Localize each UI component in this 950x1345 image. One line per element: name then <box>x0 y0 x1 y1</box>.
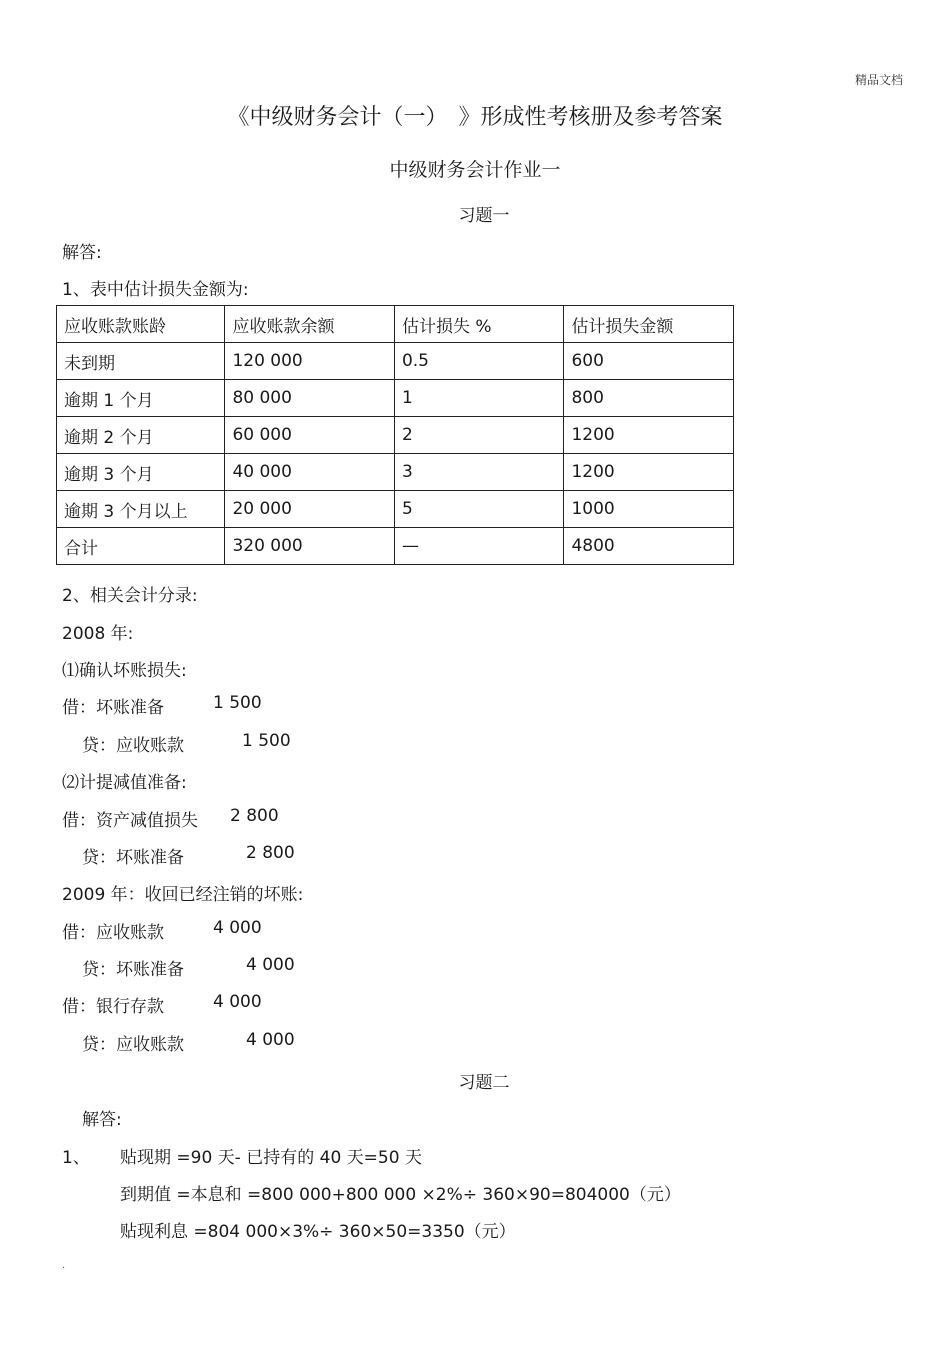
step2-label: ⑵计提减值准备: <box>62 773 187 793</box>
table-cell: 1200 <box>564 454 734 491</box>
entry2-credit-amount: 2 800 <box>246 843 295 863</box>
watermark-text: 精品文档 <box>854 73 903 87</box>
entry2-debit-amount: 2 800 <box>230 806 279 826</box>
ex2-line-maturity-value: 到期值 =本息和 =800 000+800 000 ×2%÷ 360×90=804000（元） <box>120 1185 681 1205</box>
entry3-debit: 借：应收账款 <box>62 923 164 943</box>
entry1-credit-amount: 1 500 <box>242 731 291 751</box>
table-cell: 0.5 <box>394 343 563 380</box>
table-cell: 2 <box>394 417 563 454</box>
ex2-line-discount-interest: 贴现利息 =804 000×3%÷ 360×50=3350（元） <box>120 1222 516 1242</box>
table-cell: 1200 <box>564 417 734 454</box>
entry4-debit: 借：银行存款 <box>62 997 164 1017</box>
entry4-debit-amount: 4 000 <box>213 992 262 1012</box>
table-cell: 80 000 <box>225 380 395 417</box>
table-cell: 未到期 <box>57 343 225 380</box>
table-cell: 逾期 2 个月 <box>57 417 225 454</box>
entry3-credit: 贷：坏账准备 <box>82 960 184 980</box>
table-row <box>57 380 734 417</box>
exercise2-answer-label: 解答: <box>82 1110 122 1130</box>
table-cell: 4800 <box>564 528 734 565</box>
exercise1-answer-label: 解答: <box>62 243 102 263</box>
entry4-credit: 贷：应收账款 <box>82 1035 184 1055</box>
entry3-credit-amount: 4 000 <box>246 955 295 975</box>
table-cell: 3 <box>394 454 563 491</box>
page-subtitle: 中级财务会计作业一 <box>389 159 561 181</box>
table-total-row <box>57 528 734 565</box>
table-cell: 800 <box>564 380 734 417</box>
table-cell: 60 000 <box>225 417 395 454</box>
ex2-q1-number: 1、 <box>62 1148 90 1168</box>
entry1-credit: 贷：应收账款 <box>82 736 184 756</box>
entry1-debit: 借：坏账准备 <box>62 698 164 718</box>
table-cell: 320 000 <box>225 528 395 565</box>
step1-label: ⑴确认坏账损失: <box>62 661 187 681</box>
page-title: 《中级财务会计（一） 》形成性考核册及参考答案 <box>227 105 723 130</box>
table-row <box>57 417 734 454</box>
entry2-credit: 贷：坏账准备 <box>82 848 184 868</box>
table-cell: 逾期 3 个月 <box>57 454 225 491</box>
q1-intro: 1、表中估计损失金额为: <box>62 280 249 300</box>
exercise1-heading: 习题一 <box>458 206 510 226</box>
table-row <box>57 491 734 528</box>
table-header-cell: 估计损失 % <box>394 306 563 343</box>
table-cell: — <box>394 528 563 565</box>
table-cell: 1000 <box>564 491 734 528</box>
table-row <box>57 343 734 380</box>
table-cell: 40 000 <box>225 454 395 491</box>
year-2009-label: 2009 年：收回已经注销的坏账: <box>62 885 304 905</box>
table-header-row <box>57 306 734 343</box>
entry3-debit-amount: 4 000 <box>213 918 262 938</box>
footer-dot: . <box>62 1260 66 1271</box>
entry4-credit-amount: 4 000 <box>246 1030 295 1050</box>
table-cell: 20 000 <box>225 491 395 528</box>
aging-table <box>56 305 734 565</box>
table-cell: 120 000 <box>225 343 395 380</box>
year-2008-label: 2008 年: <box>62 624 134 644</box>
table-row <box>57 454 734 491</box>
entry1-debit-amount: 1 500 <box>213 693 262 713</box>
ex2-line-discount-period: 贴现期 =90 天- 已持有的 40 天=50 天 <box>120 1148 422 1168</box>
table-cell: 5 <box>394 491 563 528</box>
q2-intro: 2、相关会计分录: <box>62 586 198 606</box>
table-cell: 1 <box>394 380 563 417</box>
table-cell: 逾期 1 个月 <box>57 380 225 417</box>
table-header-cell: 应收账款余额 <box>225 306 395 343</box>
table-header-cell: 应收账款账龄 <box>57 306 225 343</box>
table-header-cell: 估计损失金额 <box>564 306 734 343</box>
exercise2-heading: 习题二 <box>458 1073 510 1093</box>
table-cell: 合计 <box>57 528 225 565</box>
entry2-debit: 借：资产减值损失 <box>62 811 198 831</box>
table-cell: 逾期 3 个月以上 <box>57 491 225 528</box>
table-cell: 600 <box>564 343 734 380</box>
